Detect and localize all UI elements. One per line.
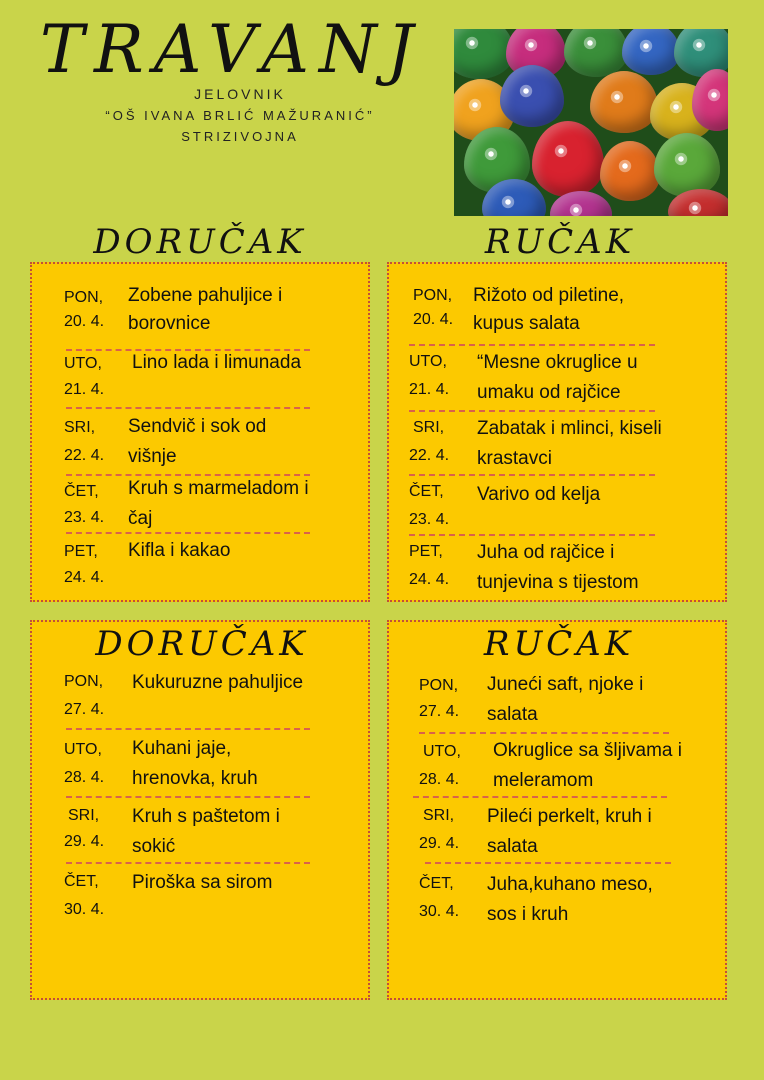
row-divider [66,407,310,409]
date-label: 20. 4. [413,311,454,328]
date-label: 21. 4. [409,381,450,398]
school-name: “OŠ IVANA BRLIĆ MAŽURANIĆ” [105,108,375,123]
lunch-box-week2 [387,620,727,1000]
meal-line: borovnice [128,313,211,334]
date-label: 21. 4. [64,381,105,398]
meal-line: višnje [128,446,177,467]
meal-line: Kifla i kakao [128,540,231,561]
meal-line: Zobene pahuljice i [128,285,283,306]
day-label: ČET, [64,483,99,500]
meal-line: Sendvič i sok od [128,416,267,437]
meal-line: salata [487,836,538,857]
meal-line: umaku od rajčice [477,382,621,403]
row-divider [66,728,310,730]
day-label: PET, [64,543,98,560]
day-label: PON, [413,287,453,304]
meal-line: sokić [132,836,176,857]
lunch-heading-week2: RUČAK [483,624,635,664]
row-divider [66,862,310,864]
meal-line: krastavci [477,448,552,469]
breakfast-box-week1 [30,262,370,602]
day-label: SRI, [64,419,96,436]
date-label: 30. 4. [419,903,460,920]
meal-line: Okruglice sa šljivama i [493,740,682,761]
menu-label: JELOVNIK [194,86,286,102]
date-label: 23. 4. [409,511,450,528]
day-label: PET, [409,543,443,560]
row-divider [409,474,655,476]
date-label: 24. 4. [409,571,450,588]
breakfast-heading-week1: DORUČAK [93,222,307,262]
meal-line: sos i kruh [487,904,569,925]
day-label: ČET, [409,483,444,500]
meal-line: Kruh s marmeladom i [128,478,309,499]
date-label: 27. 4. [64,701,105,718]
date-label: 27. 4. [419,703,460,720]
date-label: 28. 4. [64,769,105,786]
day-label: UTO, [64,355,102,372]
row-divider [413,796,667,798]
meal-line: salata [487,704,538,725]
day-label: SRI, [413,419,445,436]
day-label: PON, [64,289,104,306]
day-label: PON, [419,677,459,694]
date-label: 23. 4. [64,509,105,526]
meal-line: Kuhani jaje, [132,738,232,759]
day-label: UTO, [64,741,102,758]
date-label: 22. 4. [409,447,450,464]
meal-line: tunjevina s tijestom [477,572,639,593]
day-label: SRI, [423,807,455,824]
easter-eggs-photo [454,29,728,216]
meal-line: meleramom [493,770,594,791]
meal-line: Varivo od kelja [477,484,601,505]
meal-line: Piroška sa sirom [132,872,273,893]
day-label: ČET, [419,875,454,892]
meal-line: Kukuruzne pahuljice [132,672,304,693]
meal-line: Zabatak i mlinci, kiseli [477,418,662,439]
day-label: SRI, [68,807,100,824]
row-divider [409,344,655,346]
meal-line: Lino lada i limunada [132,352,302,373]
row-divider [66,532,310,534]
date-label: 30. 4. [64,901,105,918]
row-divider [409,534,655,536]
meal-line: Pileći perkelt, kruh i [487,806,652,827]
date-label: 29. 4. [64,833,105,850]
breakfast-box-week2 [30,620,370,1000]
school-location: STRIZIVOJNA [181,129,299,144]
row-divider [66,796,310,798]
page-title: TRAVANJ [40,11,424,88]
date-label: 20. 4. [64,313,105,330]
day-label: ČET, [64,873,99,890]
meal-line: “Mesne okruglice u [477,352,638,373]
date-label: 24. 4. [64,569,105,586]
lunch-box-week1 [387,262,727,602]
meal-line: Juneći saft, njoke i [487,674,644,695]
date-label: 22. 4. [64,447,105,464]
meal-line: Rižoto od piletine, [473,285,625,306]
row-divider [409,410,655,412]
meal-line: Juha od rajčice i [477,542,615,563]
row-divider [425,862,671,864]
date-label: 29. 4. [419,835,460,852]
day-label: UTO, [423,743,461,760]
meal-line: hrenovka, kruh [132,768,258,789]
lunch-heading-week1: RUČAK [484,222,636,262]
date-label: 28. 4. [419,771,460,788]
meal-line: kupus salata [473,313,580,334]
meal-line: Juha,kuhano meso, [487,874,653,895]
day-label: UTO, [409,353,447,370]
breakfast-heading-week2: DORUČAK [95,624,309,664]
meal-line: Kruh s paštetom i [132,806,280,827]
row-divider [419,732,669,734]
day-label: PON, [64,673,104,690]
meal-line: čaj [128,508,153,529]
